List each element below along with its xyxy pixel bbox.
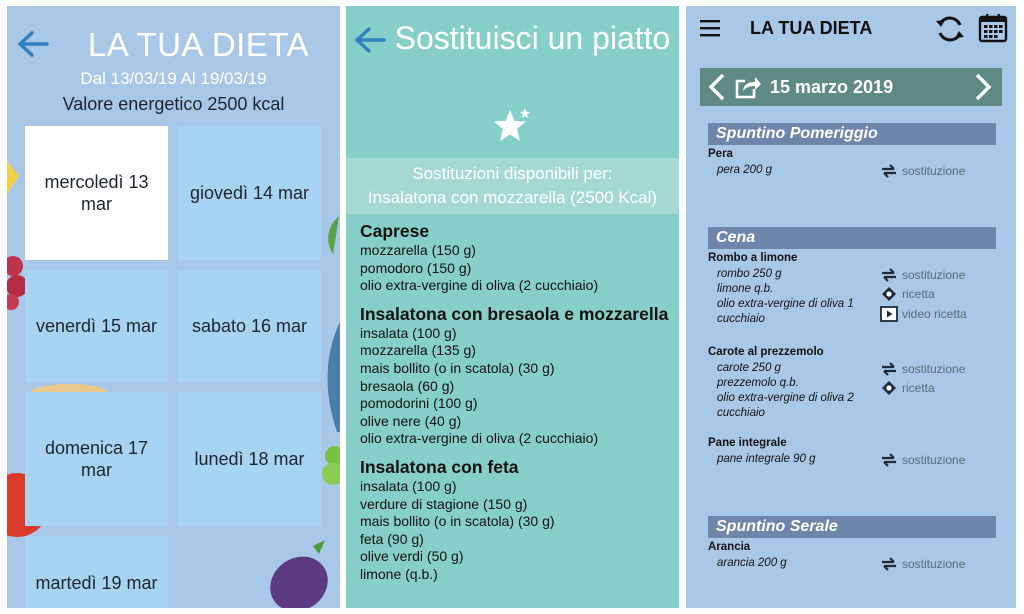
lettuce-illustration <box>319 436 340 496</box>
ingredient: insalata (100 g) <box>360 324 457 341</box>
recipe-button[interactable] <box>880 380 935 396</box>
refresh-icon[interactable] <box>934 13 966 45</box>
dish-name[interactable]: Caprese <box>360 221 430 241</box>
chevron-right-icon[interactable] <box>970 72 996 102</box>
ingredient: mais bollito (o in scatola) (30 g) <box>360 359 555 376</box>
ingredient: limone (q.b.) <box>360 565 438 582</box>
day-label: sabato 16 mar <box>191 316 308 336</box>
food-quantity: rombo 250 g <box>717 268 782 280</box>
week-diet-panel <box>7 6 340 608</box>
swap-icon <box>880 163 898 179</box>
video-recipe-button[interactable] <box>880 306 967 322</box>
ingredient: olive nere (40 g) <box>360 412 462 429</box>
swap-icon <box>880 361 898 377</box>
leaf-illustration <box>321 216 340 256</box>
day-tile-sat-16[interactable] <box>178 270 321 382</box>
ingredient: pomodorini (100 g) <box>360 395 478 412</box>
cheese-illustration <box>7 156 19 196</box>
ingredient: mais bollito (o in scatola) (30 g) <box>360 513 555 530</box>
day-tile-fri-15[interactable] <box>25 270 168 382</box>
ingredient: olio extra-vergine di oliva (2 cucchiaio) <box>360 430 599 447</box>
day-label: domenica 17 mar <box>44 438 149 480</box>
app-bar <box>686 6 1016 52</box>
recipe-icon <box>880 286 898 302</box>
substitution-button[interactable] <box>880 556 965 572</box>
current-date: 15 marzo 2019 <box>770 77 894 97</box>
date-range: Dal 13/03/19 Al 19/03/19 <box>80 69 267 88</box>
back-arrow-icon[interactable] <box>354 26 386 54</box>
food-quantity: prezzemolo q.b. <box>717 377 799 389</box>
date-navigation-bar <box>700 68 1002 106</box>
day-tile-thu-14[interactable] <box>178 126 321 260</box>
fish-illustration <box>321 322 340 432</box>
recipe-button[interactable] <box>880 286 935 302</box>
video-recipe-label: video ricetta <box>902 307 967 321</box>
recipe-label: ricetta <box>902 381 935 395</box>
day-tile-wed-13[interactable] <box>25 126 168 260</box>
food-quantity: pera 200 g <box>717 164 772 176</box>
swap-icon <box>880 452 898 468</box>
substitution-label: sostituzione <box>902 164 966 178</box>
recipe-label: ricetta <box>902 287 935 301</box>
available-dish: Insalatona con mozzarella (2500 Kcal) <box>367 188 658 207</box>
ingredient: pomodoro (150 g) <box>360 259 472 276</box>
play-video-icon <box>880 306 898 322</box>
substitution-button[interactable] <box>880 361 965 377</box>
available-substitutions-banner <box>346 158 679 214</box>
substitute-dish-panel <box>346 6 679 608</box>
substitution-label: sostituzione <box>902 362 966 376</box>
ingredient: mozzarella (135 g) <box>360 342 476 359</box>
substitution-list <box>360 220 673 584</box>
day-tile-sun-17[interactable] <box>25 392 168 526</box>
food-quantity: arancia 200 g <box>717 557 787 569</box>
day-label: venerdì 15 mar <box>35 316 158 336</box>
hamburger-menu-icon[interactable] <box>700 19 722 37</box>
energy-value: Valore energetico 2500 kcal <box>62 94 285 114</box>
substitution-label: sostituzione <box>902 453 966 467</box>
ingredient: feta (90 g) <box>360 530 424 547</box>
back-arrow-icon[interactable] <box>17 30 49 58</box>
substitution-label: sostituzione <box>902 268 966 282</box>
eggplant-illustration <box>261 536 331 608</box>
available-label: Sostituzioni disponibili per: <box>412 164 613 183</box>
food-name: Pera <box>708 148 733 160</box>
page-title: LA TUA DIETA <box>87 26 310 63</box>
meal-header: Spuntino Serale <box>708 516 996 538</box>
share-icon[interactable] <box>734 74 762 100</box>
food-name: Arancia <box>708 541 751 553</box>
substitution-label: sostituzione <box>902 557 966 571</box>
day-label: giovedì 14 mar <box>189 183 310 203</box>
ingredient: olio extra-vergine di oliva (2 cucchiaio) <box>360 277 599 294</box>
food-quantity: pane integrale 90 g <box>717 453 816 465</box>
ingredient: insalata (100 g) <box>360 477 457 494</box>
food-quantity: olio extra-vergine di oliva 1 cucchiaio <box>717 298 854 325</box>
day-label: lunedì 18 mar <box>194 449 305 469</box>
swap-icon <box>880 267 898 283</box>
day-label: martedì 19 mar <box>35 573 158 593</box>
ingredient: verdure di stagione (150 g) <box>360 495 528 512</box>
food-quantity: olio extra-vergine di oliva 2 cucchiaio <box>717 392 854 419</box>
page-title: Sostituisci un piatto <box>394 20 671 56</box>
calendar-icon[interactable] <box>978 13 1008 43</box>
ingredient: mozzarella (150 g) <box>360 242 476 258</box>
ingredient: olive verdi (50 g) <box>360 548 464 565</box>
dish-name[interactable]: Insalatona con feta <box>360 456 519 477</box>
meal-header: Cena <box>708 227 996 249</box>
day-tile-mon-18[interactable] <box>178 392 321 526</box>
substitution-button[interactable] <box>880 452 965 468</box>
day-tile-tue-19[interactable] <box>25 536 168 608</box>
food-name: Pane integrale <box>708 437 787 449</box>
swap-icon <box>880 556 898 572</box>
day-label: mercoledì 13 mar <box>44 172 149 214</box>
food-quantity: limone q.b. <box>717 283 774 295</box>
dish-name[interactable]: Insalatona con bresaola e mozzarella <box>360 303 669 324</box>
meal-header: Spuntino Pomeriggio <box>708 123 996 145</box>
chevron-left-icon[interactable] <box>704 72 730 102</box>
app-title: LA TUA DIETA <box>750 18 873 38</box>
ingredient: bresaola (60 g) <box>360 377 455 394</box>
recipe-icon <box>880 380 898 396</box>
star-icon <box>492 106 532 146</box>
substitution-button[interactable] <box>880 267 965 283</box>
food-quantity: carote 250 g <box>717 362 781 374</box>
substitution-button[interactable] <box>880 163 965 179</box>
food-name: Rombo a limone <box>708 252 798 264</box>
food-name: Carote al prezzemolo <box>708 346 824 358</box>
daily-diet-panel <box>686 6 1016 608</box>
